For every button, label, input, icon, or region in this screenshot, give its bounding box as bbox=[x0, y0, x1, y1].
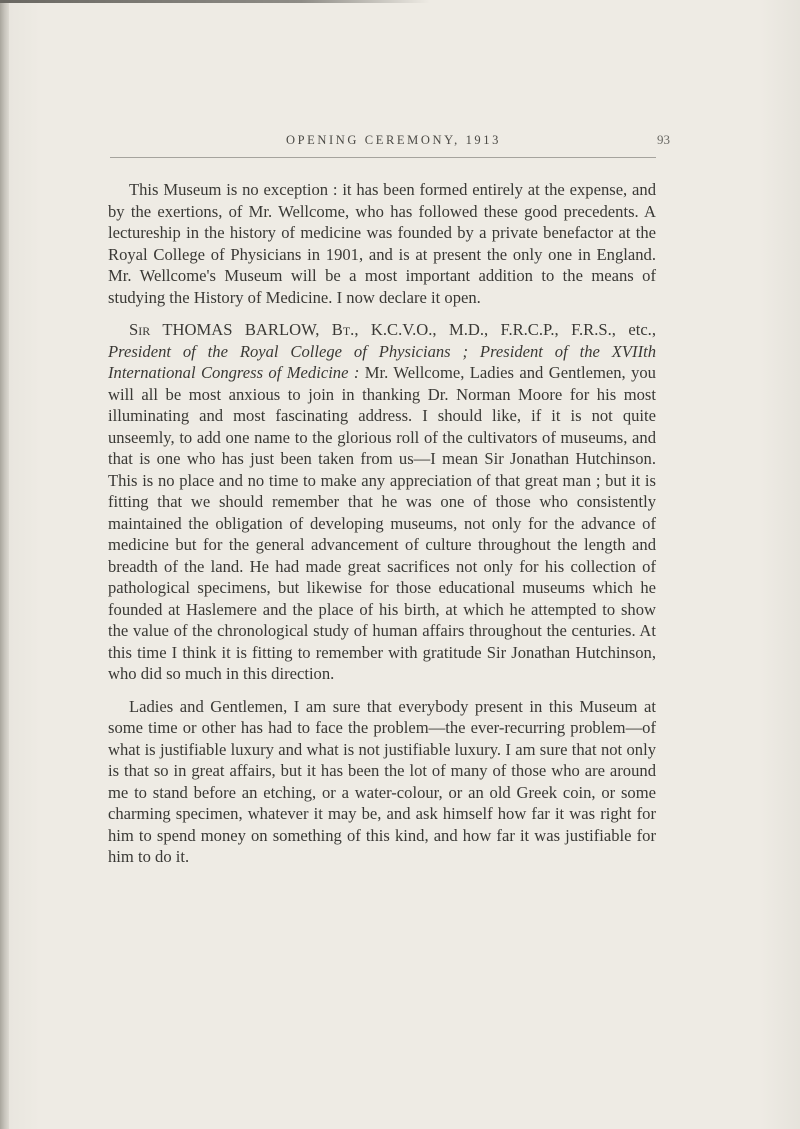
page-binding-edge bbox=[0, 0, 9, 1129]
header-rule bbox=[110, 157, 656, 158]
speaker-titles: President of the Royal College of Physicians ; President of the XVIIth International Congress of Medicine : bbox=[108, 341, 656, 382]
page-number: 93 bbox=[657, 132, 670, 147]
top-edge-rule bbox=[0, 0, 430, 3]
running-head: OPENING CEREMONY, 1913 bbox=[286, 133, 501, 147]
paragraph-justifiable-luxury: Ladies and Gentlemen, I am sure that everybody present in this Museum at some time or other has had to face the problem—the ever-recurring problem—of what is justifiable luxury and what is not justifiable luxury. I am sure that not only is that so in great affairs, but it has been the lot of many of those who are around me to stand before an etching, or a water-colour, or an old Greek coin, or some charming specimen, whatever it may be, and ask himself how far it was right for him to spend money on something of this kind, and how far it was justifiable for him to do it. bbox=[108, 696, 656, 866]
paragraph-barlow-speech bbox=[108, 319, 656, 685]
speaker-etc: etc., bbox=[628, 320, 656, 339]
page-header bbox=[0, 133, 800, 155]
paragraph-museum-exception: This Museum is no exception : it has been formed entirely at the expense, and by the exertions, of Mr. Wellcome, who has followed these good precedents. A lectureship in the history of medicine was founded by a private benefactor at the Royal College of Physicians in 1901, and is at present the only one in England. Mr. Wellcome's Museum will be a most important addition to the means of studying the History of Medicine. I now declare it open. bbox=[108, 180, 656, 307]
body-text bbox=[108, 179, 656, 868]
speaker-name: Sir THOMAS BARLOW, Bt., K.C.V.O., M.D., F.R.C.P., F.R.S., bbox=[129, 320, 616, 339]
speech-text: Mr. Wellcome, Ladies and Gentlemen, you will all be most anxious to join in thanking Dr. Norman Moore for his most illuminating and most fascinating address. I should like, if it is not quite unseemly, to add one name to the glorious roll of the cultivators of museums, and that is one who has just been taken from us—I mean Sir Jonathan Hutchinson. This is no place and no time to make any appreciation of that great man ; but it is fitting that we should remember that he was one of those who consistently maintained the obligation of developing museums, not only for the advance of medicine but for the general advancement of culture throughout the length and breadth of the land. He had made great sacrifices not only for his collection of pathological specimens, but likewise for those educational museums which he founded at Haslemere and the place of his birth, at which he attempted to show the value of the chronological study of human affairs throughout the centuries. At this time I think it is fitting to remember with gratitude Sir Jonathan Hutchinson, who did so much in this direction. bbox=[108, 363, 656, 683]
